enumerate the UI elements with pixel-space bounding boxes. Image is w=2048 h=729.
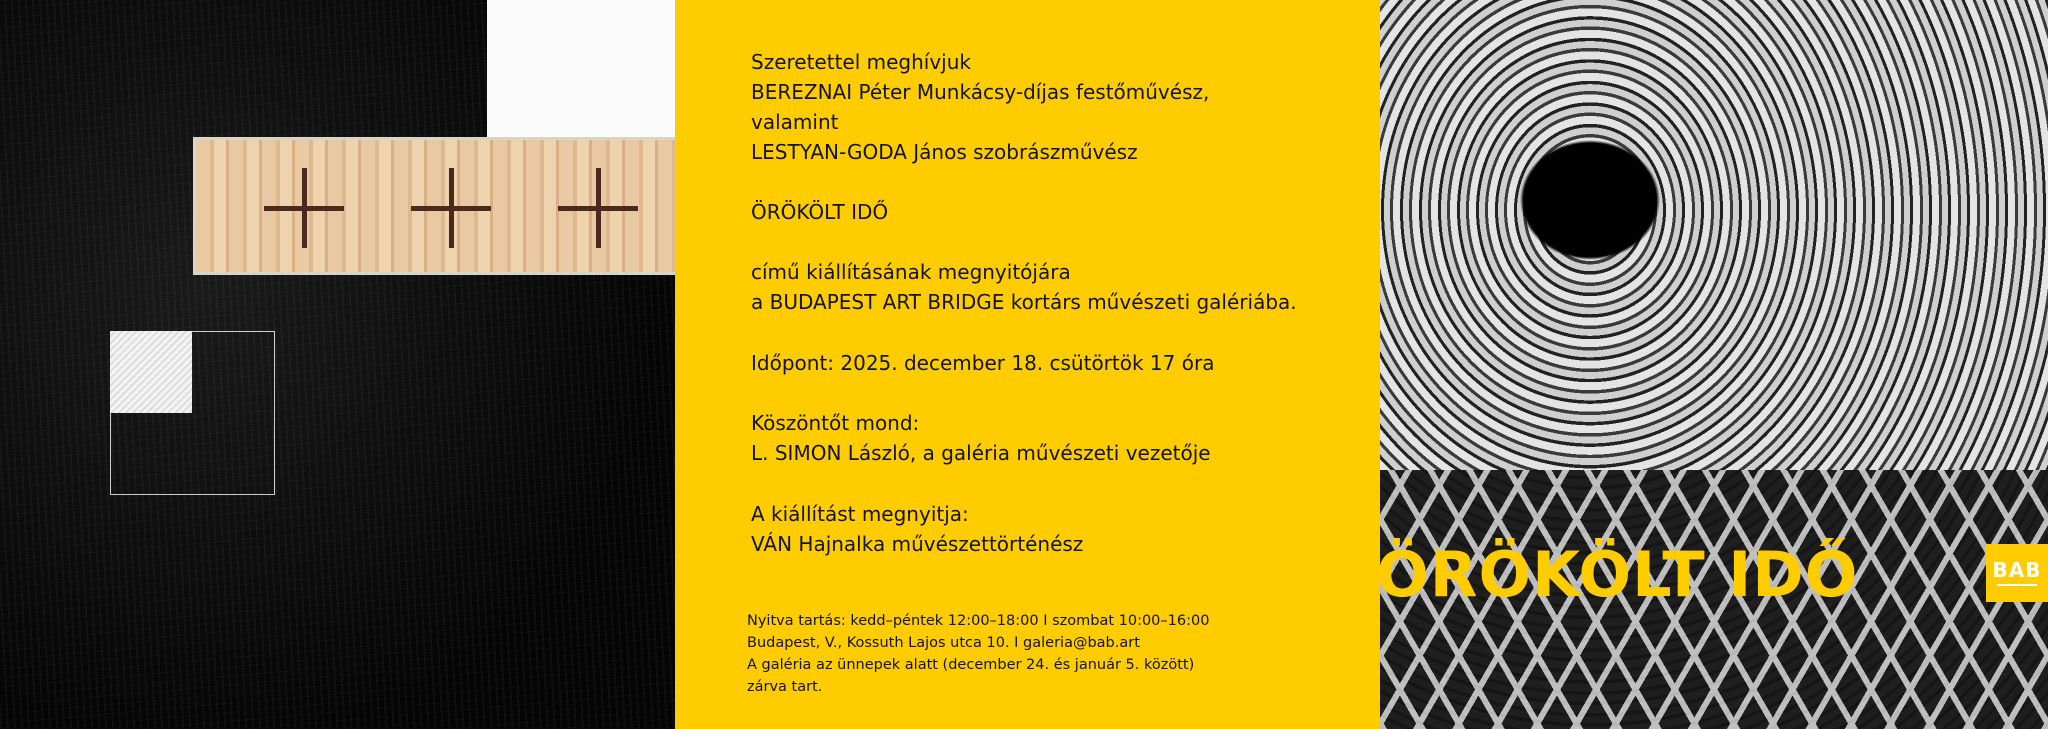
logo-underline: [1997, 584, 2037, 586]
cross-mark: [411, 168, 491, 248]
conjunction: valamint: [751, 110, 839, 134]
white-square: [110, 331, 192, 413]
greeting: Szeretettel meghívjuk: [751, 50, 971, 74]
address: Budapest, V., Kossuth Lajos utca 10. I galeria@bab.art: [747, 635, 1140, 651]
cross-mark: [264, 168, 344, 248]
wood-plank: [193, 137, 675, 275]
event-date: Időpont: 2025. december 18. csütörtök 17 óra: [751, 351, 1215, 375]
artist-2: LESTYAN-GODA János szobrászművész: [751, 140, 1138, 164]
cross-mark: [558, 168, 638, 248]
closed-notice: zárva tart.: [747, 679, 823, 695]
welcome-speaker: L. SIMON László, a galéria művészeti vezetője: [751, 441, 1211, 465]
logo-mark: BAB: [1992, 558, 2042, 582]
painting-white-area: [487, 0, 675, 137]
opening-line-2: a BUDAPEST ART BRIDGE kortárs művészeti galériába.: [751, 290, 1297, 314]
opening-line-1: című kiállításának megnyitójára: [751, 260, 1071, 284]
opener-label: A kiállítást megnyitja:: [751, 502, 969, 526]
opening-hours: Nyitva tartás: kedd–péntek 12:00–18:00 I szombat 10:00–16:00: [747, 613, 1210, 629]
painting-image: [0, 0, 675, 729]
artist-1: BEREZNAI Péter Munkácsy-díjas festőművész,: [751, 80, 1210, 104]
exhibition-title: ÖRÖKÖLT IDŐ: [751, 200, 889, 224]
gallery-logo: [1986, 544, 2048, 602]
sculpture-image: [1380, 0, 2048, 729]
overlay-title: ÖRÖKÖLT IDŐ: [1376, 538, 1859, 611]
welcome-label: Köszöntőt mond:: [751, 411, 920, 435]
invitation-panel: [675, 0, 1380, 729]
opener-name: VÁN Hajnalka művészettörténész: [751, 532, 1084, 556]
holiday-notice: A galéria az ünnepek alatt (december 24. és január 5. között): [747, 657, 1195, 673]
